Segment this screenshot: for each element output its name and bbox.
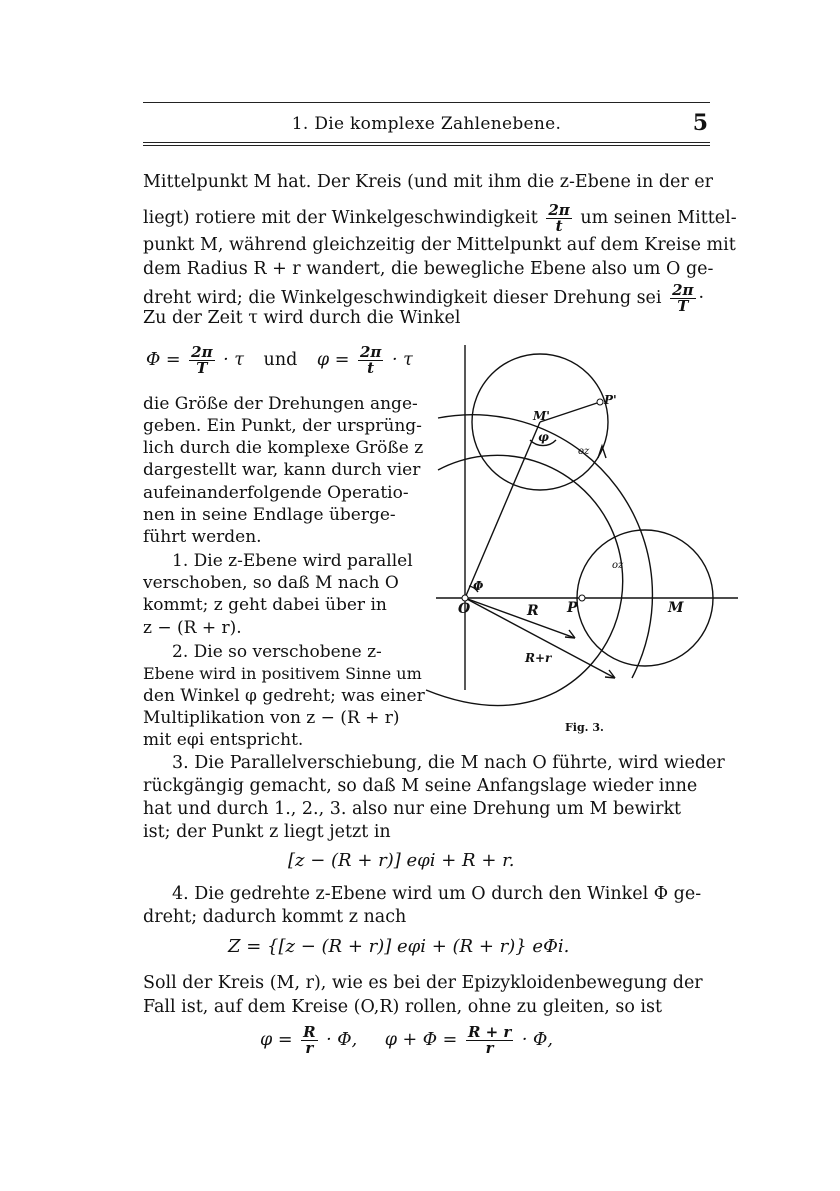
- text-line-part: liegt) rotiere mit der Winkelgeschwindigkeit: [143, 208, 538, 228]
- label-phi: φ: [538, 430, 549, 444]
- col-line: geben. Ein Punkt, der ursprüng-: [143, 416, 422, 436]
- label-R: R: [527, 603, 539, 619]
- frac-den: T: [196, 359, 208, 377]
- col-line: dargestellt war, kann durch vier: [143, 460, 421, 480]
- epicycloid-arc: [438, 415, 652, 678]
- text-line: Mittelpunkt M hat. Der Kreis (und mit ihm die z-Ebene in der er: [143, 172, 714, 192]
- col-line: lich durch die komplexe Größe z: [143, 438, 424, 458]
- frac-num: 2π: [548, 201, 570, 219]
- page-number: 5: [692, 110, 708, 136]
- text-line: Soll der Kreis (M, r), wie es bei der Epizykloidenbewegung der: [143, 973, 703, 993]
- header-bottom-rule: [143, 142, 710, 143]
- frac-num: 2π: [191, 343, 213, 361]
- label-oz-right: oz: [612, 560, 624, 571]
- equation-3: [z − (R + r)] eφi + R + r.: [288, 850, 515, 871]
- eq-frac: [189, 345, 214, 376]
- text-line: Fall ist, auf dem Kreise (O,R) rollen, ohne zu gleiten, so ist: [143, 997, 663, 1017]
- frac-num: R + r: [467, 1023, 512, 1041]
- arrowhead: [598, 446, 606, 458]
- label-Mprime: M': [533, 409, 550, 423]
- label-Pprime: P': [604, 393, 617, 407]
- arrow-R: [465, 598, 575, 638]
- col-line: den Winkel φ gedreht; was einer: [143, 686, 425, 706]
- point-Pprime: [597, 399, 603, 405]
- arrow-Rplusr: [465, 598, 615, 678]
- text-line: rückgängig gemacht, so daß M seine Anfangslage wieder inne: [143, 776, 698, 796]
- col-line: führt werden.: [143, 527, 262, 547]
- text-line: 3. Die Parallelverschiebung, die M nach O führte, wird wieder: [172, 753, 725, 773]
- text-line: dem Radius R + r wandert, die bewegliche Ebene also um O ge-: [143, 259, 714, 279]
- col-line: 1. Die z-Ebene wird parallel: [172, 551, 413, 571]
- col-line: 2. Die so verschobene z-: [172, 642, 382, 662]
- col-line: z − (R + r).: [143, 618, 242, 638]
- col-line: die Größe der Drehungen ange-: [143, 394, 418, 414]
- eq-frac: [358, 345, 383, 376]
- eq-lhs: φ + Φ =: [384, 1030, 458, 1050]
- figure-3: [420, 338, 745, 738]
- frac-num: 2π: [672, 281, 694, 299]
- Omega-fraction: [670, 283, 695, 314]
- arrowhead: [565, 630, 575, 638]
- header-bottom-rule-2: [143, 145, 710, 146]
- page-header: [143, 112, 710, 138]
- text-line: hat und durch 1., 2., 3. also nur eine Drehung um M bewirkt: [143, 799, 682, 819]
- frac-den: t: [367, 359, 375, 377]
- eq-lhs: φ =: [316, 350, 350, 370]
- eq-tau: · τ: [391, 350, 413, 370]
- col-line: Ebene wird in positivem Sinne um: [143, 664, 422, 683]
- col-line: aufeinanderfolgende Operatio-: [143, 483, 409, 503]
- header-top-rule: [143, 102, 710, 103]
- eq-frac: [301, 1025, 317, 1056]
- label-Phi: Φ: [473, 579, 484, 593]
- text-line: dreht wird; die Winkelgeschwindigkeit dieser Drehung sei $\frac{2\pi}{T}$ ·: [143, 281, 705, 315]
- eq-lhs: φ =: [260, 1030, 293, 1050]
- label-Rplusr: R+r: [525, 651, 552, 665]
- text-line: ist; der Punkt z liegt jetzt in: [143, 822, 391, 842]
- frac-den: T: [677, 297, 689, 315]
- frac-den: r: [305, 1039, 314, 1057]
- col-line: mit eφi entspricht.: [143, 730, 304, 750]
- label-oz-upper: oz: [578, 446, 590, 457]
- eq-und: und: [263, 350, 298, 370]
- point-P: [579, 595, 585, 601]
- eq-mid: · Φ,: [521, 1030, 553, 1050]
- equation-5: [260, 1025, 553, 1056]
- angle-equation: [146, 345, 413, 376]
- text-line-part: um seinen Mittel-: [580, 208, 737, 228]
- text-line: [143, 203, 737, 234]
- omega-fraction: [546, 203, 571, 234]
- eq-frac: [466, 1025, 513, 1056]
- col-line: Multiplikation von z − (R + r): [143, 708, 400, 728]
- eq-tau: · τ: [223, 350, 244, 370]
- label-M: M: [668, 600, 684, 616]
- section-title: 1. Die komplexe Zahlenebene.: [291, 114, 562, 134]
- col-line: nen in seine Endlage überge-: [143, 505, 396, 525]
- text-line: Zu der Zeit τ wird durch die Winkel: [143, 308, 461, 328]
- text-line: punkt M, während gleichzeitig der Mittelpunkt auf dem Kreise mit: [143, 235, 736, 255]
- eq-lhs: Φ =: [146, 350, 181, 370]
- equation-4: Z = {[z − (R + r)] eφi + (R + r)} eΦi.: [228, 936, 570, 957]
- frac-num: R: [303, 1023, 316, 1041]
- figure-caption: Fig. 3.: [565, 721, 604, 734]
- label-O: O: [458, 601, 471, 617]
- frac-num: 2π: [359, 343, 382, 361]
- eq-mid: · Φ,: [326, 1030, 358, 1050]
- text-line: 4. Die gedrehte z-Ebene wird um O durch den Winkel Φ ge-: [172, 884, 702, 904]
- line-O-Mprime: [465, 422, 540, 598]
- text-line-part: dreht wird; die Winkelgeschwindigkeit dieser Drehung sei: [143, 288, 662, 308]
- label-P: P: [567, 600, 578, 616]
- fixed-circle-arc: [426, 455, 623, 705]
- col-line: kommt; z geht dabei über in: [143, 595, 387, 615]
- col-line: verschoben, so daß M nach O: [143, 573, 399, 593]
- text-line: dreht; dadurch kommt z nach: [143, 907, 407, 927]
- frac-den: t: [555, 217, 563, 235]
- frac-den: r: [485, 1039, 494, 1057]
